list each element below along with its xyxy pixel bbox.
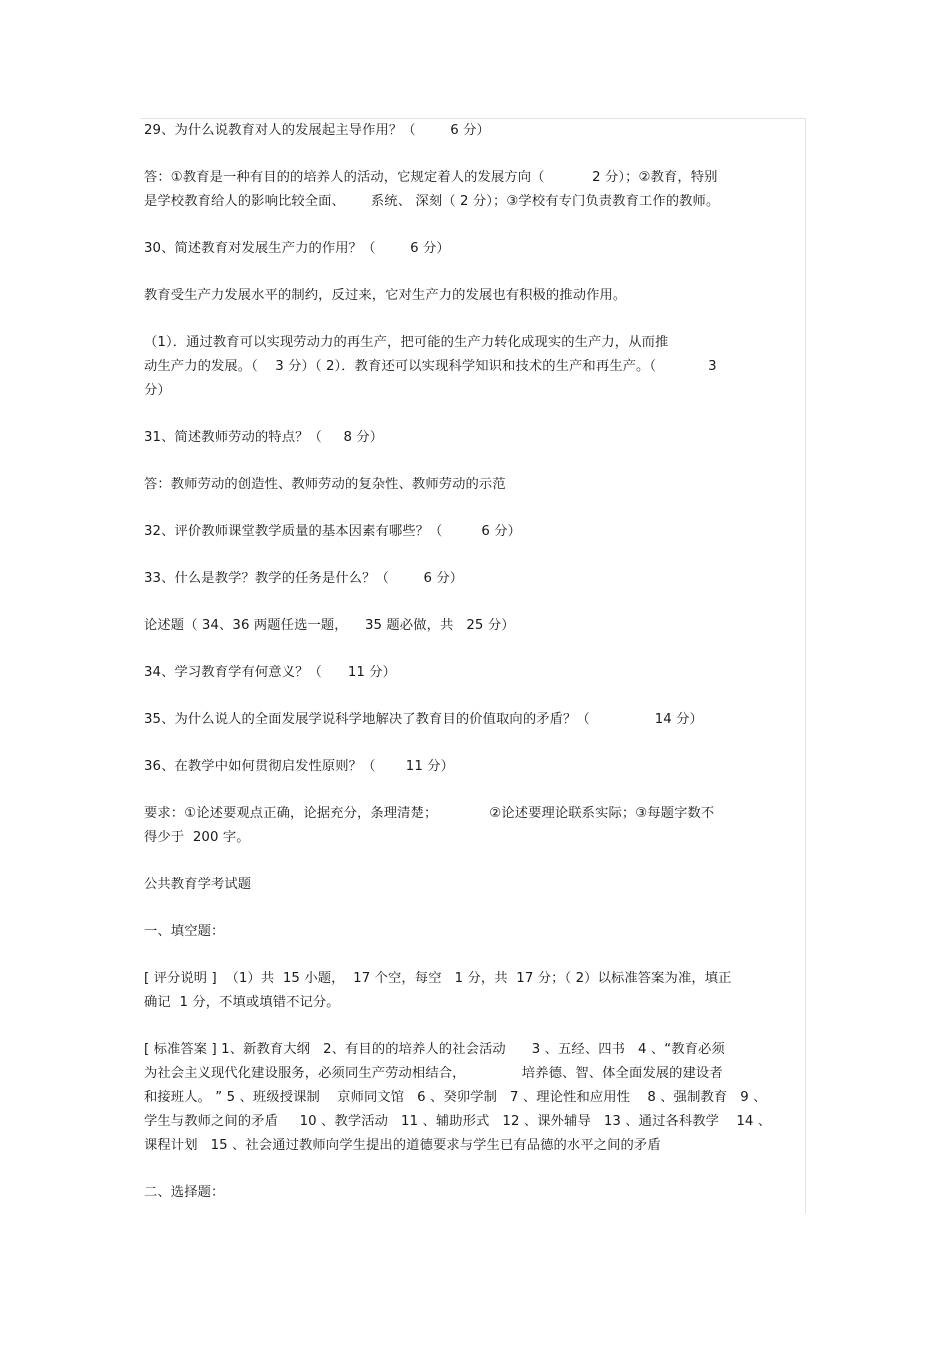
paragraph-section-2 [144, 1181, 806, 1205]
text-line: 33、什么是教学？教学的任务是什么？（ 6 分） [144, 571, 464, 586]
text-line: 答：教师劳动的创造性、教师劳动的复杂性、教师劳动的示范 [144, 477, 506, 492]
text-line: 要求：①论述要观点正确，论据充分，条理清楚； ②论述要理论联系实际；③每题字数不 [144, 806, 715, 821]
text-line: 教育受生产力发展水平的制约，反过来，它对生产力的发展也有积极的推动作用。 [144, 288, 627, 303]
text-line: 学生与教师之间的矛盾 10 、教学活动 11 、辅助形式 12 、课外辅导 13 、通过各科教学 14 、 [144, 1114, 772, 1129]
text-line: [ 评分说明 ] （1）共 15 小题， 17 个空，每空 1 分，共 17 分；（ 2）以标准答案为准，填正 [144, 971, 732, 986]
paragraph-exam-title [144, 873, 806, 897]
text-line: （1）．通过教育可以实现劳动力的再生产，把可能的生产力转化成现实的生产力，从而推 [144, 335, 669, 350]
text-line: 得少于 200 字。 [144, 830, 250, 845]
text-line: 和接班人。 ” 5 、班级授课制 京师同文馆 6 、癸卯学制 7 、理论性和应用性 8 、强制教育 9 、 [144, 1090, 767, 1105]
paragraph-a31 [144, 473, 806, 497]
text-line: 论述题（ 34、36 两题任选一题， 35 题必做，共 25 分） [144, 618, 515, 633]
text-line: 分） [144, 383, 171, 398]
paragraph-scoring-note [144, 967, 806, 1015]
paragraph-q30 [144, 237, 806, 261]
text-line: 是学校教育给人的影响比较全面、 系统、 深刻（ 2 分）；③学校有专门负责教育工作的教师。 [144, 194, 720, 209]
text-line: [ 标准答案 ] 1、新教育大纲 2、有目的的培养人的社会活动 3 、五经、四书 4 、“教育必须 [144, 1042, 725, 1057]
paragraph-a30-intro [144, 284, 806, 308]
paragraph-q36 [144, 755, 806, 779]
paragraph-q33 [144, 567, 806, 591]
text-line: 确记 1 分，不填或填错不记分。 [144, 995, 340, 1010]
paragraph-q35 [144, 708, 806, 732]
text-line: 35、为什么说人的全面发展学说科学地解决了教育目的价值取向的矛盾？（ 14 分） [144, 712, 703, 727]
text-line: 答：①教育是一种有目的的培养人的活动，它规定着人的发展方向（ 2 分）；②教育，特别 [144, 170, 718, 185]
text-line: 32、评价教师课堂教学质量的基本因素有哪些？（ 6 分） [144, 524, 522, 539]
text-line: 二、选择题： [144, 1185, 225, 1200]
text-line: 29、为什么说教育对人的发展起主导作用？（ 6 分） [144, 123, 490, 138]
text-line: 34、学习教育学有何意义？（ 11 分） [144, 665, 397, 680]
paragraph-q31 [144, 426, 806, 450]
text-line: 动生产力的发展。（ 3 分）（ 2）．教育还可以实现科学知识和技术的生产和再生产。（ 3 [144, 359, 717, 374]
paragraph-a30-points [144, 331, 806, 403]
text-line: 公共教育学考试题 [144, 877, 252, 892]
document-content [144, 119, 806, 1228]
paragraph-q34 [144, 661, 806, 685]
text-line: 课程计划 15 、社会通过教师向学生提出的道德要求与学生已有品德的水平之间的矛盾 [144, 1138, 661, 1153]
text-line: 为社会主义现代化建设服务，必须同生产劳动相结合， 培养德、智、体全面发展的建设者 [144, 1066, 723, 1081]
paragraph-standard-answers [144, 1038, 806, 1158]
text-line: 一、填空题： [144, 924, 225, 939]
paragraph-a29 [144, 166, 806, 214]
paragraph-section-1 [144, 920, 806, 944]
paragraph-requirements [144, 802, 806, 850]
text-line: 31、简述教师劳动的特点？（ 8 分） [144, 430, 384, 445]
paragraph-q32 [144, 520, 806, 544]
paragraph-essay-heading [144, 614, 806, 638]
text-line: 30、简述教育对发展生产力的作用？（ 6 分） [144, 241, 450, 256]
text-line: 36、在教学中如何贯彻启发性原则？（ 11 分） [144, 759, 454, 774]
paragraph-q29 [144, 119, 806, 143]
